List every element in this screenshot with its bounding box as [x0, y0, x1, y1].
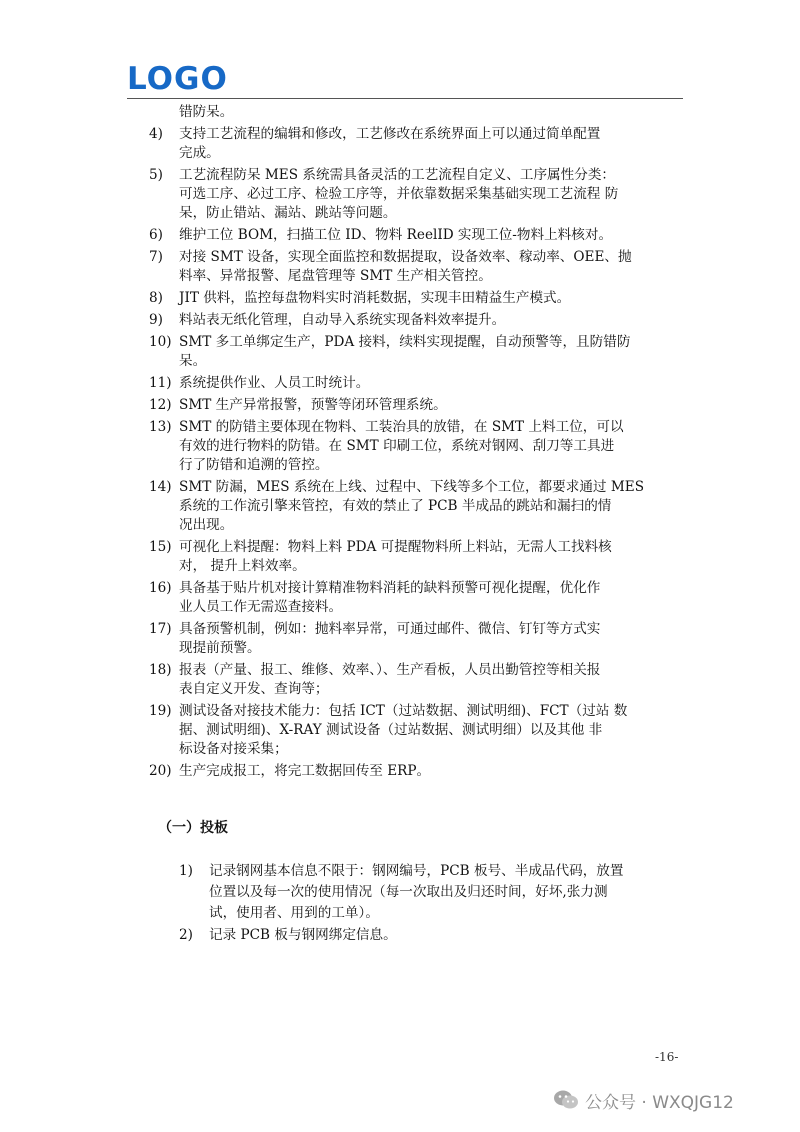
list-item-number: 16): [149, 580, 172, 596]
list-item-text: 完成。: [179, 145, 220, 161]
list-item-text: 试，使用者、用到的工单）。: [209, 905, 379, 921]
logo: LOGO: [127, 61, 228, 97]
list-item-text: 呆。: [179, 353, 207, 369]
list-item-text: 具备基于贴片机对接计算精准物料消耗的缺料预警可视化提醒，优化作: [179, 580, 601, 596]
list-item-text: 生产完成报工，将完工数据回传至 ERP。: [179, 763, 431, 779]
list-item-number: 6): [149, 227, 163, 243]
list-item-text: 报表（产量、报工、维修、效率、）、生产看板，人员出勤管控等相关报: [179, 662, 601, 678]
list-item-text: 据、测试明细)、X-RAY 测试设备（过站数据、测试明细）以及其他 非: [179, 722, 603, 738]
list-item-number: 8): [149, 290, 163, 306]
list-item-number: 20): [149, 763, 172, 779]
list-item-text: 业人员工作无需巡查接料。: [179, 599, 343, 615]
list-item-number: 14): [149, 479, 172, 495]
list-item-text: 维护工位 BOM，扫描工位 ID、物料 ReelID 实现工位-物料上料核对。: [179, 227, 613, 243]
list-item-text: 对， 提升上料效率。: [179, 558, 306, 574]
list-item-text: 工艺流程防呆 MES 系统需具备灵活的工艺流程自定义、工序属性分类：: [179, 167, 616, 183]
list-item-text: 对接 SMT 设备，实现全面监控和数据提取，设备效率、稼动率、OEE、抛: [179, 249, 632, 265]
list-item-text: JIT 供料，监控每盘物料实时消耗数据，实现丰田精益生产模式。: [179, 290, 571, 306]
list-item-number: 5): [149, 167, 163, 183]
list-item-number: 12): [149, 397, 172, 413]
list-item-text: 位置以及每一次的使用情况（每一次取出及归还时间，好坏,张力测: [209, 884, 608, 900]
list-item-text: 记录 PCB 板与钢网绑定信息。: [209, 926, 397, 943]
list-item-text: 系统的工作流引擎来管控，有效的禁止了 PCB 半成品的跳站和漏扫的情: [179, 498, 612, 514]
wechat-icon: [553, 1089, 579, 1111]
list-item-text: 行了防错和追溯的管控。: [179, 457, 329, 473]
list-item-text: SMT 的防错主要体现在物料、工装治具的放错，在 SMT 上料工位，可以: [179, 419, 624, 435]
list-item-number: 4): [149, 126, 163, 142]
list-item-number: 7): [149, 249, 163, 265]
list-item-text: 可选工序、必过工序、检验工序等，并依靠数据采集基础实现工艺流程 防: [179, 186, 619, 202]
list-item-number: 2): [179, 926, 193, 943]
section-heading: （一）投板: [158, 820, 228, 836]
list-item-text: 况出现。: [179, 517, 234, 533]
list-item-text: 错防呆。: [179, 104, 234, 120]
header-rule: [127, 98, 683, 99]
list-item-text: 料站表无纸化管理，自动导入系统实现备料效率提升。: [179, 312, 506, 328]
list-item-text: 记录钢网基本信息不限于：钢网编号，PCB 板号、半成品代码，放置: [209, 863, 624, 879]
list-item-text: 有效的进行物料的防错。在 SMT 印刷工位，系统对钢网、刮刀等工具进: [179, 438, 615, 454]
list-item-text: 表自定义开发、查询等；: [179, 681, 329, 697]
list-item-text: 可视化上料提醒：物料上料 PDA 可提醒物料所上料站，无需人工找料核: [179, 539, 612, 555]
list-item-text: 具备预警机制，例如：抛料率异常，可通过邮件、微信、钉钉等方式实: [179, 621, 601, 637]
list-item-text: SMT 生产异常报警，预警等闭环管理系统。: [179, 397, 447, 413]
list-item-number: 9): [149, 312, 163, 328]
list-item-text: 料率、异常报警、尾盘管理等 SMT 生产相关管控。: [179, 268, 492, 284]
watermark: [553, 1087, 734, 1113]
list-item-number: 17): [149, 621, 172, 637]
list-item-text: 支持工艺流程的编辑和修改，工艺修改在系统界面上可以通过简单配置: [179, 126, 601, 142]
page-number: -16-: [655, 1050, 679, 1064]
list-item-number: 10): [149, 334, 172, 350]
list-item-text: 系统提供作业、人员工时统计。: [179, 375, 370, 391]
list-item-text: 标设备对接采集；: [179, 741, 288, 757]
list-item-number: 15): [149, 539, 172, 555]
list-item-number: 1): [179, 863, 193, 879]
list-item-text: 现提前预警。: [179, 640, 261, 656]
list-item-number: 11): [149, 375, 172, 391]
list-item-text: SMT 防漏，MES 系统在上线、过程中、下线等多个工位，都要求通过 MES: [179, 479, 645, 495]
watermark-text: 公众号 · WXQJG12: [585, 1092, 734, 1113]
list-item-number: 18): [149, 662, 172, 678]
list-item-number: 19): [149, 703, 172, 719]
list-item-number: 13): [149, 419, 172, 435]
list-item-text: SMT 多工单绑定生产，PDA 接料，续料实现提醒，自动预警等，且防错防: [179, 334, 631, 350]
list-item-text: 呆，防止错站、漏站、跳站等问题。: [179, 205, 397, 221]
list-item-text: 测试设备对接技术能力：包括 ICT（过站数据、测试明细)、FCT（过站 数: [179, 703, 628, 719]
